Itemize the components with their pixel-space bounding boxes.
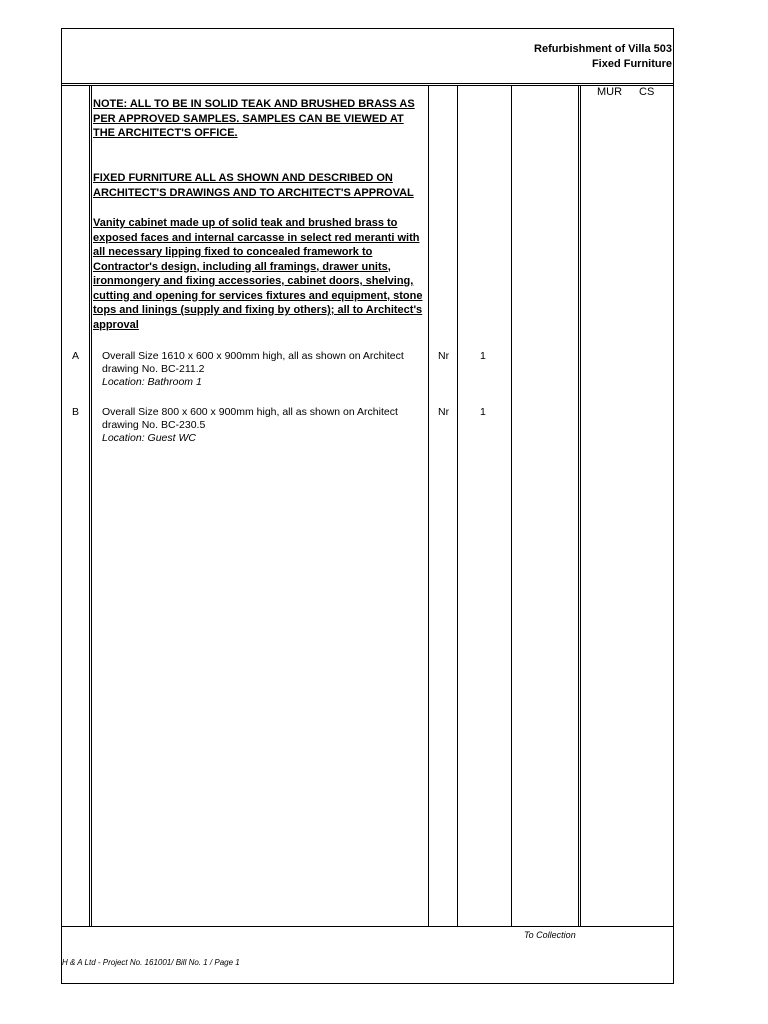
- table-bottom-rule: [61, 926, 674, 927]
- column-divider-ref: [89, 85, 90, 926]
- item-text: Overall Size 800 x 600 x 900mm high, all as shown on Architect: [102, 406, 398, 418]
- item-qty: 1: [480, 350, 486, 362]
- item-unit: Nr: [438, 406, 450, 418]
- item-ref: A: [72, 350, 80, 362]
- description-line: all necessary lipping fixed to concealed framework to: [93, 246, 373, 258]
- column-divider-amount-double: [580, 85, 581, 926]
- description-line: approval: [93, 318, 139, 331]
- item-drawing: drawing No. BC-230.5: [102, 419, 206, 431]
- description-line: ironmongery and fixing accessories, cabinet doors, shelving,: [93, 275, 414, 287]
- item-location: Location: Guest WC: [102, 432, 196, 444]
- item-description: [102, 350, 426, 389]
- project-title: Refurbishment of Villa 503: [534, 43, 672, 55]
- description-line: Vanity cabinet made up of solid teak and brushed brass to: [93, 217, 398, 229]
- heading-line: ARCHITECT'S DRAWINGS AND TO ARCHITECT'S APPROVAL: [93, 186, 414, 199]
- item-drawing: drawing No. BC-211.2: [102, 363, 205, 375]
- column-divider-qty: [457, 85, 458, 926]
- description-line: exposed faces and internal carcasse in select red meranti with: [93, 231, 420, 244]
- header-rule-top: [61, 83, 674, 84]
- description-line: cutting and opening for services fixtures and equipment, stone: [93, 289, 423, 302]
- description-line: tops and linings (supply and fixing by others); all to Architect's: [93, 304, 423, 316]
- item-qty: 1: [480, 406, 486, 418]
- description-line: Contractor's design, including all framings, drawer units,: [93, 260, 391, 273]
- note-line: NOTE: ALL TO BE IN SOLID TEAK AND BRUSHED BRASS AS: [93, 98, 415, 110]
- item-text: Overall Size 1610 x 600 x 900mm high, all as shown on Architect: [102, 350, 404, 362]
- section-heading: [93, 171, 428, 200]
- column-divider-rate: [511, 85, 512, 926]
- heading-line: FIXED FURNITURE ALL AS SHOWN AND DESCRIBED ON: [93, 172, 393, 184]
- column-divider-ref-double: [91, 85, 92, 926]
- note-block: [93, 97, 428, 141]
- column-divider-unit: [428, 85, 429, 926]
- currency-major: MUR: [597, 86, 623, 98]
- currency-minor: CS: [639, 86, 655, 98]
- item-location: Location: Bathroom 1: [102, 376, 202, 388]
- column-divider-amount: [578, 85, 579, 926]
- description-block: [93, 216, 428, 332]
- to-collection-label: To Collection: [524, 930, 576, 940]
- page-reference: H & A Ltd - Project No. 161001/ Bill No. 1 / Page 1: [62, 958, 240, 967]
- note-line: PER APPROVED SAMPLES. SAMPLES CAN BE VIEWED AT: [93, 112, 404, 125]
- note-line: THE ARCHITECT'S OFFICE.: [93, 127, 238, 139]
- section-title: Fixed Furniture: [591, 58, 672, 70]
- item-description: [102, 406, 426, 445]
- header-rule-bottom: [61, 85, 674, 86]
- item-unit: Nr: [438, 350, 450, 362]
- item-ref: B: [72, 406, 80, 418]
